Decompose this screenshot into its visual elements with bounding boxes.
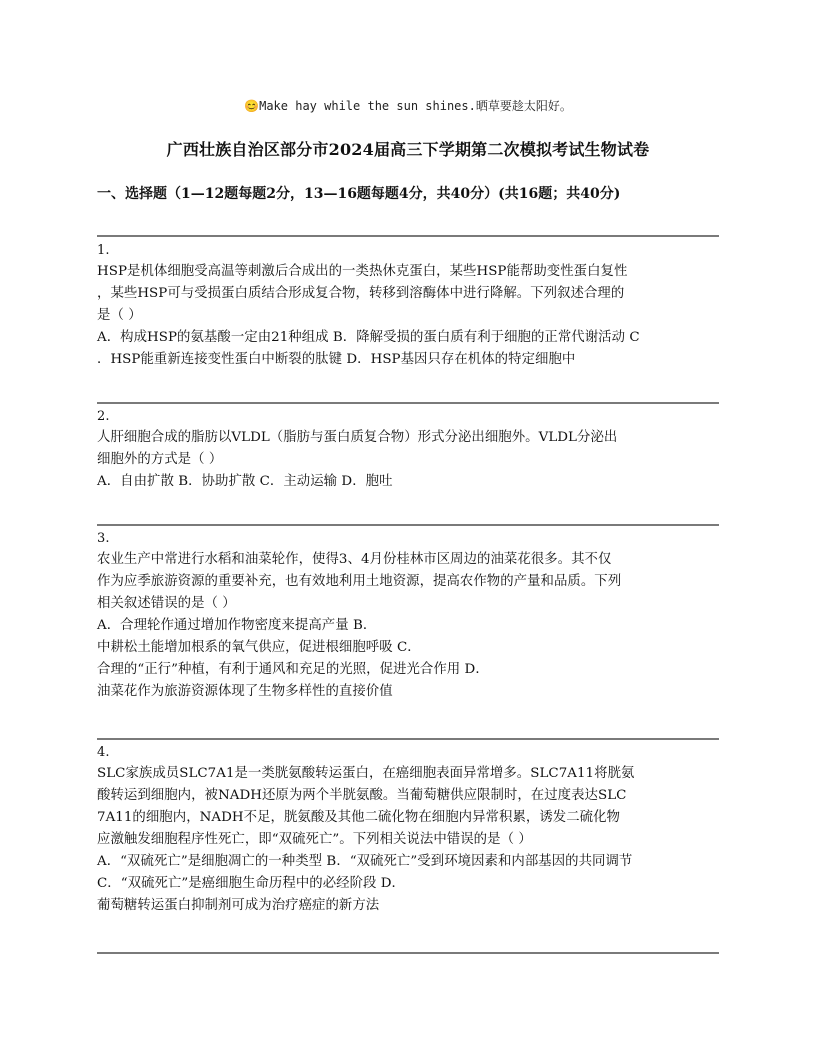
motto-header: 😊Make hay while the sun shines.晒草要趁太阳好。	[244, 99, 572, 113]
question-options-line: A．“双硫死亡”是细胞凋亡的一种类型 B．“双硫死亡”受到环境因素和内部基因的共同调节	[97, 854, 633, 869]
question-number: 1.	[97, 243, 110, 258]
question-stem-line: 人肝细胞合成的脂肪以VLDL（脂肪与蛋白质复合物）形式分泌出细胞外。VLDL分泌出	[97, 430, 618, 445]
question-1	[97, 242, 721, 371]
divider-1	[97, 235, 719, 237]
divider-5	[97, 952, 719, 954]
question-number: 2.	[97, 409, 110, 424]
question-options-line: A．自由扩散 B．协助扩散 C．主动运输 D．胞吐	[97, 474, 393, 489]
question-options-line: 葡萄糖转运蛋白抑制剂可成为治疗癌症的新方法	[97, 898, 380, 913]
question-options-line: A．合理轮作通过增加作物密度来提高产量 B．	[97, 618, 377, 633]
question-stem-line: ，某些HSP可与受损蛋白质结合形成复合物，转移到溶酶体中进行降解。下列叙述合理的	[97, 286, 625, 301]
question-stem-line: 酸转运到细胞内，被NADH还原为两个半胱氨酸。当葡萄糖供应限制时，在过度表达SLC	[97, 788, 627, 803]
question-stem-line: 相关叙述错误的是（ ）	[97, 596, 236, 611]
question-options-line: 合理的“正行”种植，有利于通风和充足的光照，促进光合作用 D．	[97, 662, 489, 677]
divider-4	[97, 738, 719, 740]
question-number: 4.	[97, 745, 110, 760]
question-3	[97, 530, 721, 703]
question-options-line: 油菜花作为旅游资源体现了生物多样性的直接价值	[97, 684, 393, 699]
question-stem-line: HSP是机体细胞受高温等刺激后合成出的一类热休克蛋白，某些HSP能帮助变性蛋白复性	[97, 264, 628, 279]
question-stem-line: SLC家族成员SLC7A1是一类胱氨酸转运蛋白，在癌细胞表面异常增多。SLC7A11将胱氨	[97, 766, 635, 781]
question-stem-line: 作为应季旅游资源的重要补充，也有效地利用土地资源，提高农作物的产量和品质。下列	[97, 574, 622, 589]
question-stem-line: 是（ ）	[97, 308, 142, 323]
question-stem-line: 农业生产中常进行水稻和油菜轮作，使得3、4月份桂林市区周边的油菜花很多。其不仅	[97, 552, 612, 567]
question-options-line: 中耕松土能增加根系的氧气供应，促进根细胞呼吸 C．	[97, 640, 421, 655]
question-stem-line: 细胞外的方式是（ ）	[97, 452, 223, 467]
divider-2	[97, 402, 719, 404]
exam-title: 广西壮族自治区部分市2024届高三下学期第二次模拟考试生物试卷	[166, 140, 650, 159]
question-options-line: A．构成HSP的氨基酸一定由21种组成 B．降解受损的蛋白质有利于细胞的正常代谢活动 C	[97, 330, 640, 345]
question-stem-line: 应激触发细胞程序性死亡，即“双硫死亡”。下列相关说法中错误的是（ ）	[97, 832, 532, 847]
question-2	[97, 408, 721, 493]
question-4	[97, 744, 721, 917]
divider-3	[97, 524, 719, 526]
question-stem-line: 7A11的细胞内，NADH不足，胱氨酸及其他二硫化物在细胞内异常积累，诱发二硫化物	[97, 810, 620, 825]
question-options-line: C．“双硫死亡”是癌细胞生命历程中的必经阶段 D．	[97, 876, 405, 891]
section-heading: 一、选择题（1—12题每题2分，13—16题每题4分，共40分）(共16题；共40分)	[97, 186, 621, 202]
question-number: 3.	[97, 531, 110, 546]
question-options-line: ．HSP能重新连接变性蛋白中断裂的肽键 D．HSP基因只存在机体的特定细胞中	[97, 352, 576, 367]
